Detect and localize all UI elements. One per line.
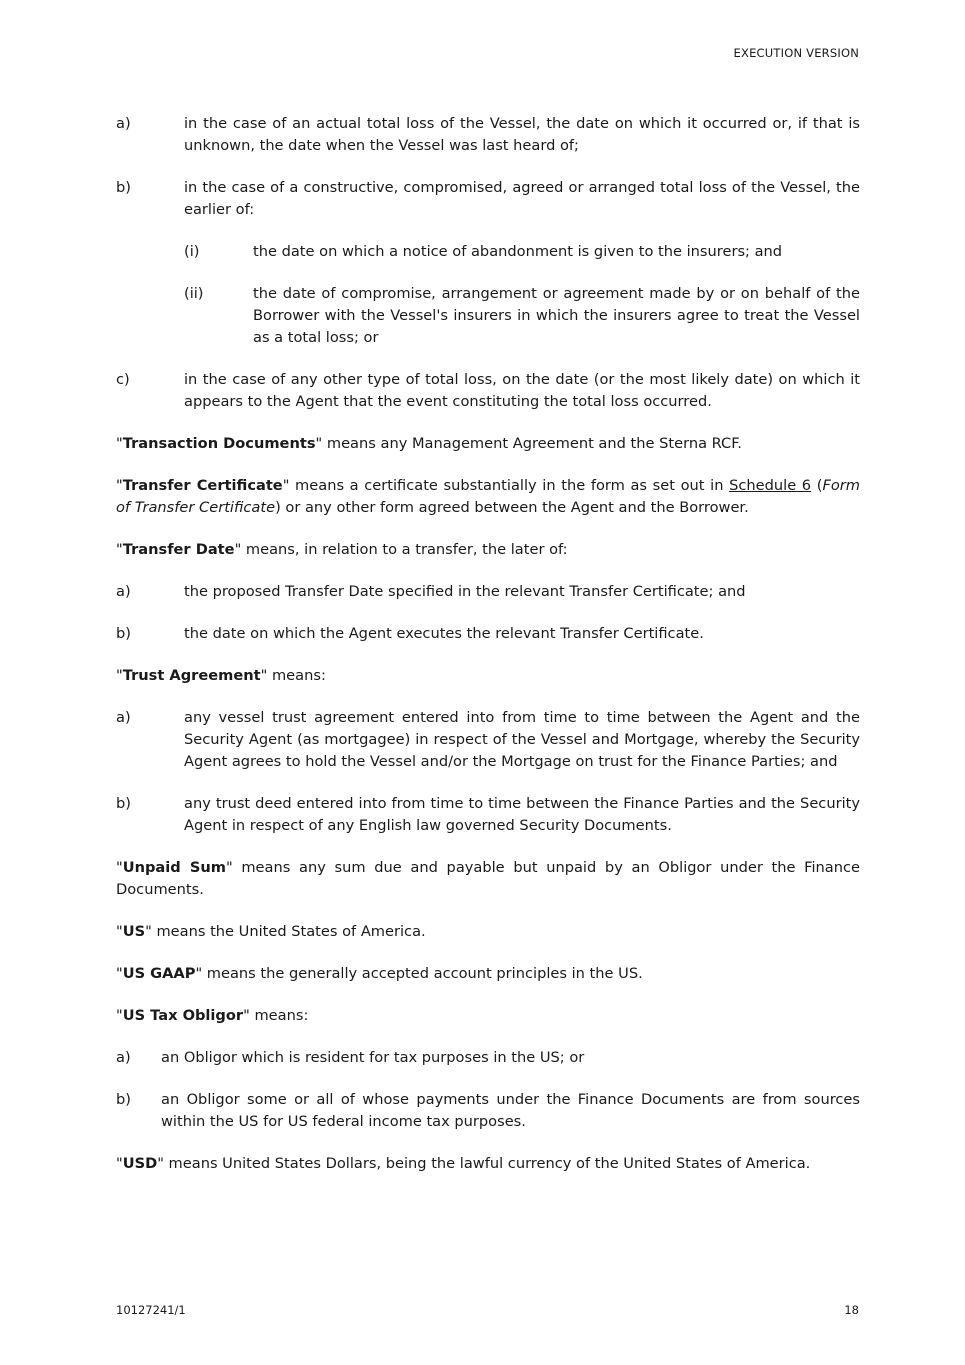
footer-doc-ref: 10127241/1 [116,1303,186,1317]
sub-list-item-text: the date of compromise, arrangement or agreement made by or on behalf of the Borrower with the Vessel's insurers in which the insurers agree to treat the Vessel as a total loss; or [253,285,860,346]
sub-list-item-text: the date on which a notice of abandonment is given to the insurers; and [253,243,783,260]
list-item [116,1089,860,1133]
sub-list-marker: (i) [184,243,200,260]
defined-term: US Tax Obligor [122,1007,244,1024]
defined-term: Transaction Documents [122,435,316,452]
defined-term: Trust Agreement [122,667,261,684]
list-marker: a) [116,709,131,726]
footer-page-number: 18 [844,1303,859,1317]
sub-list-marker: (ii) [184,285,204,302]
schedule-title: Form of Transfer Certificate [116,477,860,516]
list-item-text: an Obligor some or all of whose payments under the Finance Documents are from sources within the US for US federal income tax purposes. [161,1091,860,1130]
list-marker: a) [116,583,131,600]
defined-term: USD [122,1155,158,1172]
list-item [116,707,860,773]
definition-us-gaap: "US GAAP" means the generally accepted account principles in the US. [116,965,643,982]
list-item [116,623,860,645]
definition-transaction-documents: "Transaction Documents" means any Management Agreement and the Sterna RCF. [116,435,742,452]
definition-text: " means the generally accepted account principles in the US. [195,965,643,982]
definition-text: " means: [260,667,326,684]
list-marker: b) [116,179,131,196]
definition-trust-agreement: "Trust Agreement" means: [116,667,326,684]
list-marker: a) [116,115,131,132]
list-marker: b) [116,625,131,642]
list-item [116,177,860,221]
list-item [116,113,860,157]
list-item-text: any trust deed entered into from time to time between the Finance Parties and the Security Agent in respect of any English law governed Security Documents. [184,795,860,834]
definition-usd: "USD" means United States Dollars, being the lawful currency of the United States of America. [116,1155,811,1172]
definition-text: " means, in relation to a transfer, the later of: [234,541,568,558]
list-item [116,1047,860,1069]
definition-text: " means the United States of America. [145,923,426,940]
paren-open: ( [811,477,823,494]
definition-text: ) or any other form agreed between the Agent and the Borrower. [275,499,749,516]
list-marker: c) [116,371,130,388]
list-marker: a) [116,1049,131,1066]
defined-term: Transfer Date [122,541,235,558]
definition-text: " means any sum due and payable but unpaid by an Obligor under the Finance Documents. [116,859,860,898]
definition-text: " means: [243,1007,309,1024]
list-item-text: an Obligor which is resident for tax purposes in the US; or [161,1049,585,1066]
header-version-label: EXECUTION VERSION [733,46,859,60]
definition-transfer-certificate: "Transfer Certificate" means a certificate substantially in the form as set out in Schedule 6 (Form of Transfer Certificate) or any other form agreed between the Agent and the Borrower. [116,477,860,516]
list-item-text: in the case of any other type of total loss, on the date (or the most likely date) on which it appears to the Agent that the event constituting the total loss occurred. [184,371,860,410]
defined-term: US [122,923,146,940]
defined-term: Transfer Certificate [122,477,283,494]
defined-term: US GAAP [122,965,196,982]
document-body [116,113,860,1195]
list-item-text: in the case of an actual total loss of the Vessel, the date on which it occurred or, if that is unknown, the date when the Vessel was last heard of; [184,115,860,154]
sub-list-item [184,283,860,349]
definition-text: " means any Management Agreement and the Sterna RCF. [315,435,742,452]
definition-unpaid-sum: "Unpaid Sum" means any sum due and payable but unpaid by an Obligor under the Finance Documents. [116,859,860,898]
defined-term: Unpaid Sum [122,859,226,876]
list-item [116,369,860,413]
list-item [116,793,860,837]
definition-text: " means United States Dollars, being the lawful currency of the United States of America. [157,1155,811,1172]
list-marker: b) [116,795,131,812]
list-item-text: any vessel trust agreement entered into from time to time between the Agent and the Security Agent (as mortgagee) in respect of the Vessel and Mortgage, whereby the Security Agent agrees to hold the Vessel and/or the Mortgage on trust for the Finance Parties; and [184,709,860,770]
schedule-reference-link[interactable]: Schedule 6 [729,477,812,494]
list-item-text: in the case of a constructive, compromised, agreed or arranged total loss of the Vessel, the earlier of: [184,179,860,218]
definition-us-tax-obligor: "US Tax Obligor" means: [116,1007,309,1024]
list-item-text: the date on which the Agent executes the relevant Transfer Certificate. [184,625,704,642]
list-item-text: the proposed Transfer Date specified in the relevant Transfer Certificate; and [184,583,746,600]
list-item [116,581,860,603]
list-marker: b) [116,1091,131,1108]
definition-text: " means a certificate substantially in the form as set out in [282,477,730,494]
sub-list-item [184,241,860,263]
definition-us: "US" means the United States of America. [116,923,426,940]
definition-transfer-date: "Transfer Date" means, in relation to a transfer, the later of: [116,541,568,558]
